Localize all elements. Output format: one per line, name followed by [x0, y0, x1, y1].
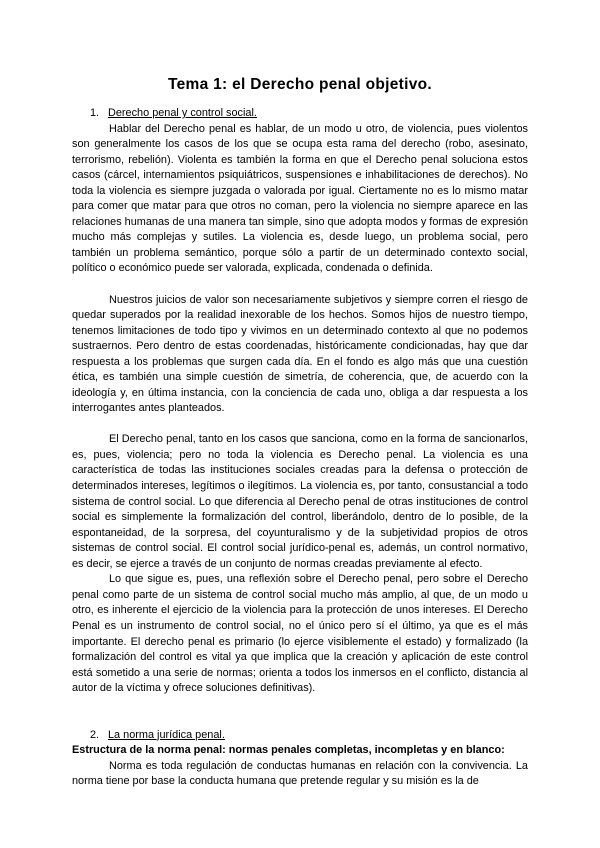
section-1-heading [72, 106, 528, 122]
document-body [72, 106, 528, 790]
section-2-subheading: Estructura de la norma penal: normas penales completas, incompletas y en blanco: [72, 744, 505, 757]
paragraph-spacer [72, 417, 528, 433]
section-1-title: Derecho penal y control social. [108, 107, 257, 119]
section-spacer [72, 697, 528, 728]
section-2-paragraph-1: Norma es toda regulación de conductas humanas en relación con la convivencia. La norma tiene por base la conducta humana que pretende regular y su misión es la de [72, 759, 528, 788]
section-1-paragraph-2: Nuestros juicios de valor son necesariamente subjetivos y siempre corren el riesgo de quedar superados por la realidad inexorable de los hechos. Somos hijos de nuestro tiempo, tenemos limitaciones de todo tipo y vivimos en un determinado contexto al que no podemos sustraernos. Pero dentro de estas coordenadas, históricamente condicionadas, hay que dar respuesta a los problemas que surgen cada día. En el fondo es algo más que una cuestión ética, es también una simple cuestión de simetría, de coherencia, que, de acuerdo con la ideología y, en última instancia, con la conciencia de cada uno, obliga a dar respuesta a los interrogantes antes planteados. [72, 293, 528, 415]
page-title: Tema 1: el Derecho penal objetivo. [167, 76, 432, 93]
section-1-paragraph-4: Lo que sigue es, pues, una reflexión sobre el Derecho penal, pero sobre el Derecho penal como parte de un sistema de control social mucho más amplio, al que, de un modo u otro, es inherente el ejercicio de la violencia para la protección de unos intereses. El Derecho Penal es un instrumento de control social, no el único pero sí el último, ya que es el más importante. El derecho penal es primario (lo ejerce visiblemente el estado) y formalizado (la formalización del control es vital ya que implica que la creación y aplicación de este control está sometido a una serie de normas; orienta a todos los inmersos en el conflicto, distancia al autor de la víctima y ofrece soluciones definitivas). [72, 573, 528, 695]
section-2-heading [72, 728, 528, 744]
paragraph-spacer [72, 277, 528, 293]
section-2-title: La norma jurídica penal. [108, 728, 225, 741]
section-1-paragraph-1: Hablar del Derecho penal es hablar, de un modo u otro, de violencia, pues violentos son generalmente los casos de los que se ocupa esta rama del derecho (robo, asesinato, terrorismo, rebelión). Violenta es también la forma en que el Derecho penal soluciona estos casos (cárcel, internamientos psiquiátricos, suspensiones e inhabilitaciones de derechos). No toda la violencia es siempre juzgada o valorada por igual. Ciertamente no es lo mismo matar para comer que matar para que otros no coman, pero la violencia no siempre aparece en las relaciones humanas de una manera tan simple, sino que adopta modos y formas de expresión mucho más complejas y sutiles. La violencia es, desde luego, un problema social, pero también un problema semántico, porque sólo a partir de un determinado contexto social, político o económico puede ser valorada, explicada, condenada o definida. [72, 122, 528, 275]
section-1-paragraph-3: El Derecho penal, tanto en los casos que sanciona, como en la forma de sancionarlos, es, pues, violencia; pero no toda la violencia es Derecho penal. La violencia es una característica de todas las instituciones sociales creadas para la defensa o protección de determinados intereses, legítimos o ilegítimos. La violencia es, por tanto, consustancial a todo sistema de control social. Lo que diferencia al Derecho penal de otras instituciones de control social es simplemente la formalización del control, liberándolo, dentro de lo posible, de la espontaneidad, de la sorpresa, del coyunturalismo y de la subjetividad propios de otros sistemas de control social. El control social jurídico-penal es, además, un control normativo, es decir, se ejerce a través de un conjunto de normas creadas previamente al efecto. [72, 433, 528, 570]
section-2-number: 2. [90, 728, 100, 741]
section-1-number: 1. [90, 107, 100, 119]
